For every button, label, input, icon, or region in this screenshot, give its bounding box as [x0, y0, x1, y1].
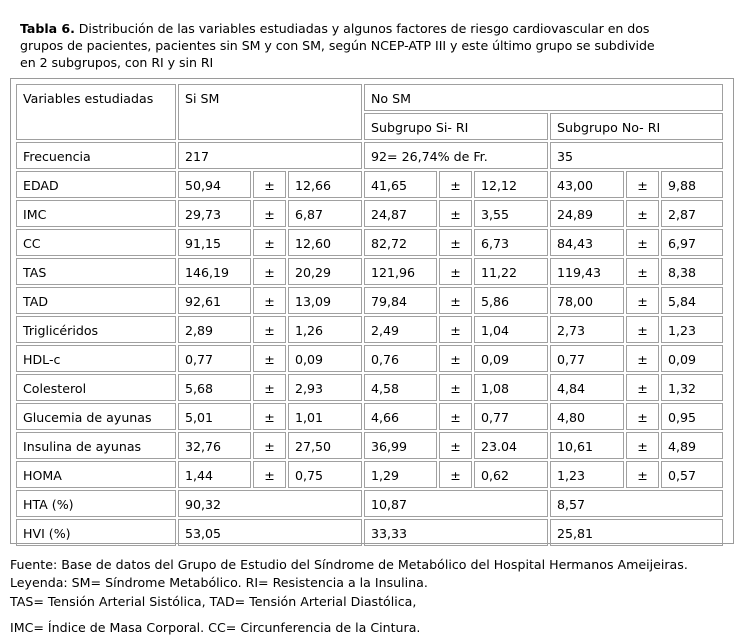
frecuencia-label: Frecuencia — [16, 142, 176, 169]
mean-si-sm: 91,15 — [178, 229, 251, 256]
sd-si-ri: 0,09 — [474, 345, 548, 372]
sd-no-ri: 2,87 — [661, 200, 723, 227]
plus-minus-si-ri: ± — [439, 229, 472, 256]
table-row — [16, 316, 723, 343]
row-label: Triglicéridos — [16, 316, 176, 343]
note-imc: IMC= Índice de Masa Corporal. CC= Circunferencia de la Cintura. — [10, 620, 421, 635]
mean-si-ri: 4,66 — [364, 403, 437, 430]
header-sub-si-ri: Subgrupo Si- RI — [364, 113, 548, 140]
caption-line-3: en 2 subgrupos, con RI y sin RI — [20, 55, 214, 70]
sd-no-ri: 4,89 — [661, 432, 723, 459]
sd-si-ri: 0,77 — [474, 403, 548, 430]
mean-no-ri: 4,80 — [550, 403, 624, 430]
mean-no-ri: 10,61 — [550, 432, 624, 459]
plus-minus-si-ri: ± — [439, 200, 472, 227]
table-row — [16, 229, 723, 256]
sd-si-sm: 1,26 — [288, 316, 362, 343]
sd-no-ri: 6,97 — [661, 229, 723, 256]
plus-minus-si-ri: ± — [439, 461, 472, 488]
row-label: Insulina de ayunas — [16, 432, 176, 459]
plus-minus-no-ri: ± — [626, 374, 659, 401]
mean-no-ri: 119,43 — [550, 258, 624, 285]
mean-si-sm: 0,77 — [178, 345, 251, 372]
hvi-si-sm: 53,05 — [178, 519, 362, 546]
hta-si-ri: 10,87 — [364, 490, 548, 517]
sd-no-ri: 0,95 — [661, 403, 723, 430]
sd-si-sm: 12,60 — [288, 229, 362, 256]
table-row — [16, 374, 723, 401]
sd-si-sm: 20,29 — [288, 258, 362, 285]
caption-text-1: Distribución de las variables estudiadas y algunos factores de riesgo cardiovascular en dos — [74, 21, 650, 36]
mean-si-ri: 2,49 — [364, 316, 437, 343]
row-label: Colesterol — [16, 374, 176, 401]
plus-minus-no-ri: ± — [626, 258, 659, 285]
sd-no-ri: 0,09 — [661, 345, 723, 372]
plus-minus-si-ri: ± — [439, 287, 472, 314]
sd-si-sm: 12,66 — [288, 171, 362, 198]
sd-no-ri: 9,88 — [661, 171, 723, 198]
sd-si-ri: 5,86 — [474, 287, 548, 314]
header-si-sm: Si SM — [178, 84, 362, 140]
mean-no-ri: 24,89 — [550, 200, 624, 227]
plus-minus-si-ri: ± — [439, 432, 472, 459]
hta-si-sm: 90,32 — [178, 490, 362, 517]
mean-si-sm: 1,44 — [178, 461, 251, 488]
plus-minus-si-sm: ± — [253, 287, 286, 314]
row-label: CC — [16, 229, 176, 256]
mean-si-ri: 36,99 — [364, 432, 437, 459]
frecuencia-si-sm: 217 — [178, 142, 362, 169]
row-label: TAS — [16, 258, 176, 285]
row-hvi — [16, 519, 723, 546]
row-label: IMC — [16, 200, 176, 227]
sd-si-ri: 3,55 — [474, 200, 548, 227]
header-no-sm: No SM — [364, 84, 723, 111]
mean-si-ri: 1,29 — [364, 461, 437, 488]
mean-si-ri: 79,84 — [364, 287, 437, 314]
mean-no-ri: 78,00 — [550, 287, 624, 314]
plus-minus-si-sm: ± — [253, 171, 286, 198]
table-row — [16, 287, 723, 314]
plus-minus-si-sm: ± — [253, 403, 286, 430]
sd-si-sm: 1,01 — [288, 403, 362, 430]
hta-no-ri: 8,57 — [550, 490, 723, 517]
mean-si-ri: 24,87 — [364, 200, 437, 227]
sd-no-ri: 0,57 — [661, 461, 723, 488]
mean-si-sm: 5,01 — [178, 403, 251, 430]
sd-si-ri: 1,04 — [474, 316, 548, 343]
plus-minus-no-ri: ± — [626, 461, 659, 488]
sd-si-ri: 0,62 — [474, 461, 548, 488]
sd-si-sm: 27,50 — [288, 432, 362, 459]
sd-si-ri: 12,12 — [474, 171, 548, 198]
plus-minus-no-ri: ± — [626, 345, 659, 372]
mean-si-ri: 4,58 — [364, 374, 437, 401]
note-fuente: Fuente: Base de datos del Grupo de Estudio del Síndrome de Metabólico del Hospital Hermanos Ameijeiras. — [10, 557, 688, 572]
hvi-label: HVI (%) — [16, 519, 176, 546]
sd-si-ri: 6,73 — [474, 229, 548, 256]
mean-si-sm: 146,19 — [178, 258, 251, 285]
plus-minus-si-ri: ± — [439, 316, 472, 343]
row-label: Glucemia de ayunas — [16, 403, 176, 430]
mean-si-ri: 0,76 — [364, 345, 437, 372]
row-label: TAD — [16, 287, 176, 314]
data-table — [14, 82, 725, 548]
mean-no-ri: 84,43 — [550, 229, 624, 256]
mean-si-sm: 5,68 — [178, 374, 251, 401]
mean-no-ri: 4,84 — [550, 374, 624, 401]
frecuencia-si-ri: 92= 26,74% de Fr. — [364, 142, 548, 169]
caption-line-2: grupos de pacientes, pacientes sin SM y con SM, según NCEP-ATP III y este último grupo se subdivide — [20, 38, 655, 53]
mean-si-sm: 50,94 — [178, 171, 251, 198]
table-row — [16, 403, 723, 430]
plus-minus-si-ri: ± — [439, 374, 472, 401]
sd-si-ri: 11,22 — [474, 258, 548, 285]
table-row — [16, 345, 723, 372]
frecuencia-no-ri: 35 — [550, 142, 723, 169]
table-caption — [20, 20, 732, 71]
mean-si-sm: 29,73 — [178, 200, 251, 227]
mean-no-ri: 1,23 — [550, 461, 624, 488]
hta-label: HTA (%) — [16, 490, 176, 517]
row-hta — [16, 490, 723, 517]
plus-minus-no-ri: ± — [626, 229, 659, 256]
sd-si-sm: 13,09 — [288, 287, 362, 314]
plus-minus-si-sm: ± — [253, 345, 286, 372]
plus-minus-no-ri: ± — [626, 200, 659, 227]
mean-si-sm: 2,89 — [178, 316, 251, 343]
mean-no-ri: 43,00 — [550, 171, 624, 198]
mean-si-sm: 92,61 — [178, 287, 251, 314]
plus-minus-no-ri: ± — [626, 316, 659, 343]
plus-minus-si-sm: ± — [253, 229, 286, 256]
table-row — [16, 461, 723, 488]
sd-no-ri: 8,38 — [661, 258, 723, 285]
table-row — [16, 432, 723, 459]
plus-minus-si-sm: ± — [253, 374, 286, 401]
header-variables: Variables estudiadas — [16, 84, 176, 140]
mean-si-sm: 32,76 — [178, 432, 251, 459]
plus-minus-si-ri: ± — [439, 403, 472, 430]
plus-minus-si-sm: ± — [253, 200, 286, 227]
plus-minus-no-ri: ± — [626, 287, 659, 314]
row-label: HOMA — [16, 461, 176, 488]
sd-si-sm: 2,93 — [288, 374, 362, 401]
caption-line-1 — [20, 20, 732, 37]
plus-minus-si-ri: ± — [439, 258, 472, 285]
plus-minus-si-ri: ± — [439, 345, 472, 372]
mean-si-ri: 41,65 — [364, 171, 437, 198]
plus-minus-si-sm: ± — [253, 316, 286, 343]
sd-no-ri: 5,84 — [661, 287, 723, 314]
sd-no-ri: 1,23 — [661, 316, 723, 343]
mean-si-ri: 121,96 — [364, 258, 437, 285]
sd-si-ri: 23.04 — [474, 432, 548, 459]
plus-minus-si-sm: ± — [253, 432, 286, 459]
row-frecuencia — [16, 142, 723, 169]
plus-minus-si-sm: ± — [253, 258, 286, 285]
plus-minus-si-sm: ± — [253, 461, 286, 488]
row-label: EDAD — [16, 171, 176, 198]
hvi-si-ri: 33,33 — [364, 519, 548, 546]
row-label: HDL-c — [16, 345, 176, 372]
note-tas: TAS= Tensión Arterial Sistólica, TAD= Tensión Arterial Diastólica, — [10, 594, 417, 609]
note-leyenda: Leyenda: SM= Síndrome Metabólico. RI= Resistencia a la Insulina. — [10, 575, 428, 590]
sd-no-ri: 1,32 — [661, 374, 723, 401]
plus-minus-no-ri: ± — [626, 403, 659, 430]
mean-no-ri: 2,73 — [550, 316, 624, 343]
table-row — [16, 258, 723, 285]
mean-si-ri: 82,72 — [364, 229, 437, 256]
plus-minus-no-ri: ± — [626, 432, 659, 459]
sd-si-ri: 1,08 — [474, 374, 548, 401]
plus-minus-si-ri: ± — [439, 171, 472, 198]
table-row — [16, 171, 723, 198]
sd-si-sm: 0,09 — [288, 345, 362, 372]
header-sub-no-ri: Subgrupo No- RI — [550, 113, 723, 140]
hvi-no-ri: 25,81 — [550, 519, 723, 546]
plus-minus-no-ri: ± — [626, 171, 659, 198]
table-row — [16, 200, 723, 227]
caption-label: Tabla 6. — [20, 21, 75, 36]
sd-si-sm: 6,87 — [288, 200, 362, 227]
mean-no-ri: 0,77 — [550, 345, 624, 372]
sd-si-sm: 0,75 — [288, 461, 362, 488]
